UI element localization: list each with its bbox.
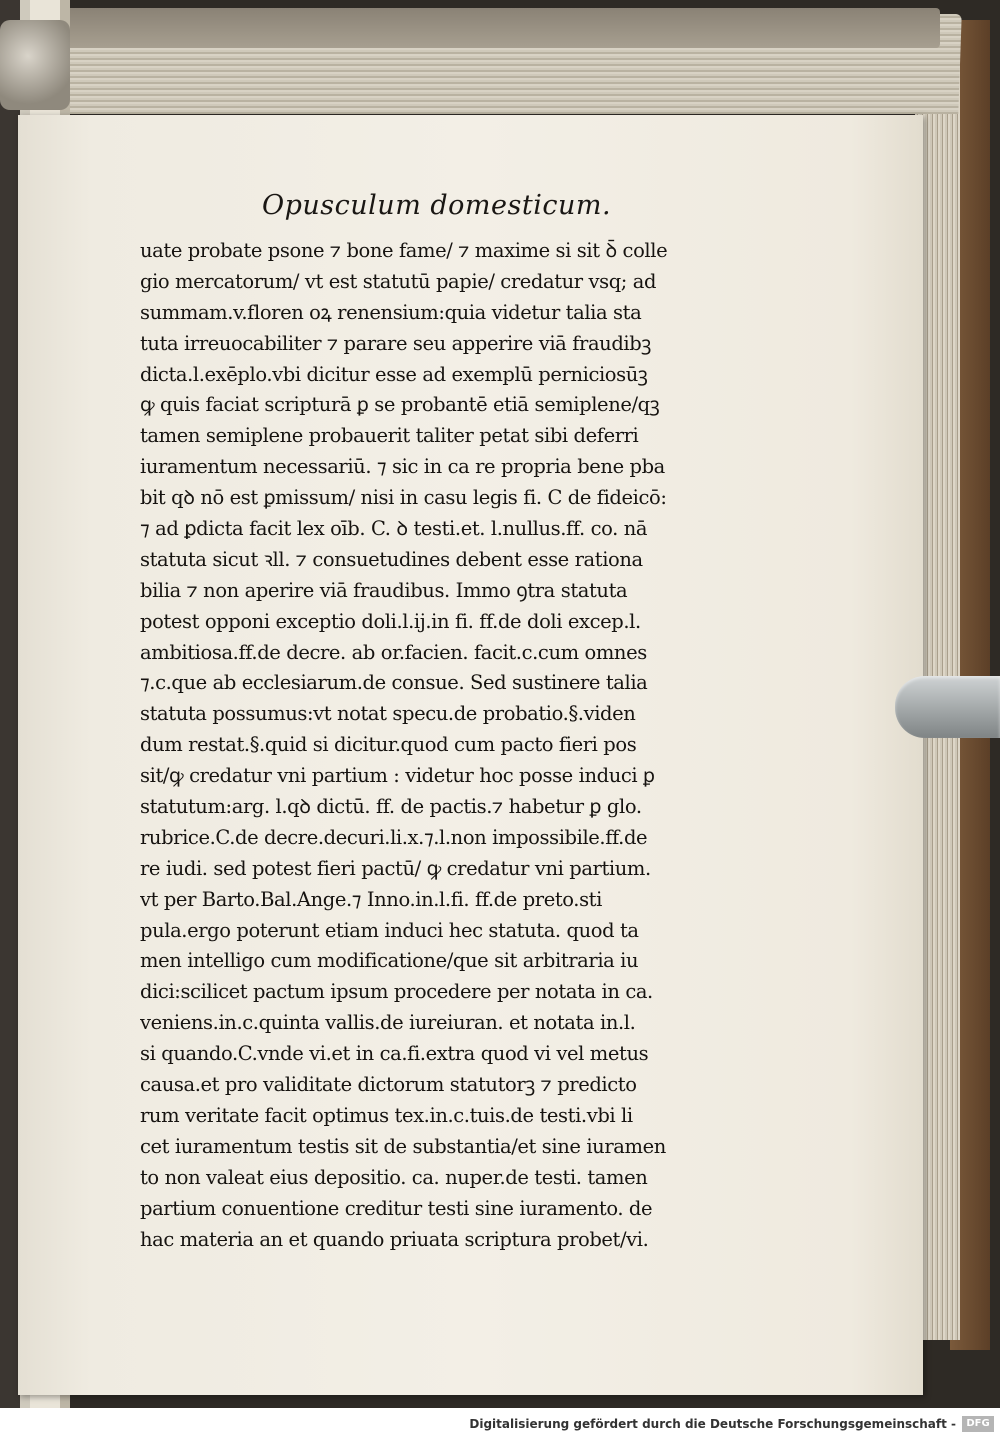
text-line: ꝙ quis faciat scripturā ꝑ se probantē etiā semiplene/qꝫ [140, 393, 660, 417]
text-line: causa.et pro validitate dictorum statutorꝫ ⁊ predicto [140, 1073, 637, 1097]
text-line: pula.ergo poterunt etiam induci hec statuta. quod ta [140, 918, 639, 942]
text-line: men intelligo cum modificatione/que sit arbitraria iu [140, 949, 639, 973]
text-line: dum restat.§.quid si dicitur.quod cum pacto fieri pos [140, 733, 637, 757]
running-head: Opusculum domesticum. [262, 190, 612, 221]
text-line: ⁊ ad ꝑdicta facit lex oīb. C. ꝺ testi.et. l.nullus.ff. co. nā [140, 517, 648, 541]
text-line: cet iuramentum testis sit de substantia/et sine iuramen [140, 1134, 666, 1158]
page-clip [895, 676, 1000, 738]
footer-bar [0, 1408, 1000, 1440]
text-line: ⁊.c.que ab ecclesiarum.de consue. Sed sustinere talia [140, 671, 648, 695]
text-line: iuramentum necessariū. ⁊ sic in ca re propria bene pba [140, 455, 665, 479]
text-line: sit/ꝙ credatur vni partium : videtur hoc posse induci ꝑ [140, 764, 655, 788]
text-line: tuta irreuocabiliter ⁊ parare seu apperire viā fraudibꝫ [140, 331, 651, 355]
text-line: vt per Barto.Bal.Ange.⁊ Inno.in.l.fi. ff.de preto.sti [140, 887, 602, 911]
text-line: to non valeat eius depositio. ca. nuper.de testi. tamen [140, 1165, 648, 1189]
text-line: uate probate psone ⁊ bone fame/ ⁊ maxime si sit ꝺ̄ colle [140, 239, 668, 262]
text-line: partium conuentione creditur testi sine iuramento. de [140, 1196, 653, 1220]
text-line: ambitiosa.ff.de decre. ab or.facien. facit.c.cum omnes [140, 640, 647, 664]
spine-clasp [0, 20, 70, 110]
text-block [140, 236, 720, 1255]
text-line: potest opponi exceptio doli.l.ij.in fi. ff.de doli excep.l. [140, 609, 641, 633]
text-line: bilia ⁊ non aperire viā fraudibus. Immo ꝯtra statuta [140, 578, 628, 602]
text-line: statuta possumus:vt notat specu.de probatio.§.viden [140, 702, 636, 726]
text-line: tamen semiplene probauerit taliter petat sibi deferri [140, 424, 639, 448]
text-line: rubrice.C.de decre.decuri.li.x.⁊.l.non impossibile.ff.de [140, 825, 648, 849]
book-cover-top [60, 8, 940, 48]
dfg-logo: DFG [962, 1416, 994, 1432]
funding-credit: Digitalisierung gefördert durch die Deutsche Forschungsgemeinschaft - [469, 1417, 956, 1431]
text-line: re iudi. sed potest fieri pactū/ ꝙ credatur vni partium. [140, 856, 651, 880]
text-line: summam.v.floren oꝝ renensium:quia videtur talia sta [140, 300, 642, 324]
text-line: dici:scilicet pactum ipsum procedere per notata in ca. [140, 980, 653, 1004]
text-line: gio mercatorum/ vt est statutū papie/ credatur vsq; ad [140, 269, 657, 293]
text-line: bit qꝺ nō est ꝑmissum/ nisi in casu legis fi. C de fideicō: [140, 486, 667, 510]
text-line: rum veritate facit optimus tex.in.c.tuis.de testi.vbi li [140, 1103, 633, 1127]
text-line: statutum:arg. l.qꝺ dictū. ff. de pactis.⁊ habetur ꝑ glo. [140, 795, 642, 819]
text-line: hac materia an et quando priuata scriptura probet/vi. [140, 1227, 649, 1251]
text-line: si quando.C.vnde vi.et in ca.fi.extra quod vi vel metus [140, 1042, 649, 1066]
text-line: statuta sicut ꝛll. ⁊ consuetudines debent esse rationa [140, 547, 643, 571]
text-line: dicta.l.exēplo.vbi dicitur esse ad exemplū perniciosūꝫ [140, 362, 648, 386]
text-line: veniens.in.c.quinta vallis.de iureiuran. et notata in.l. [140, 1011, 636, 1035]
